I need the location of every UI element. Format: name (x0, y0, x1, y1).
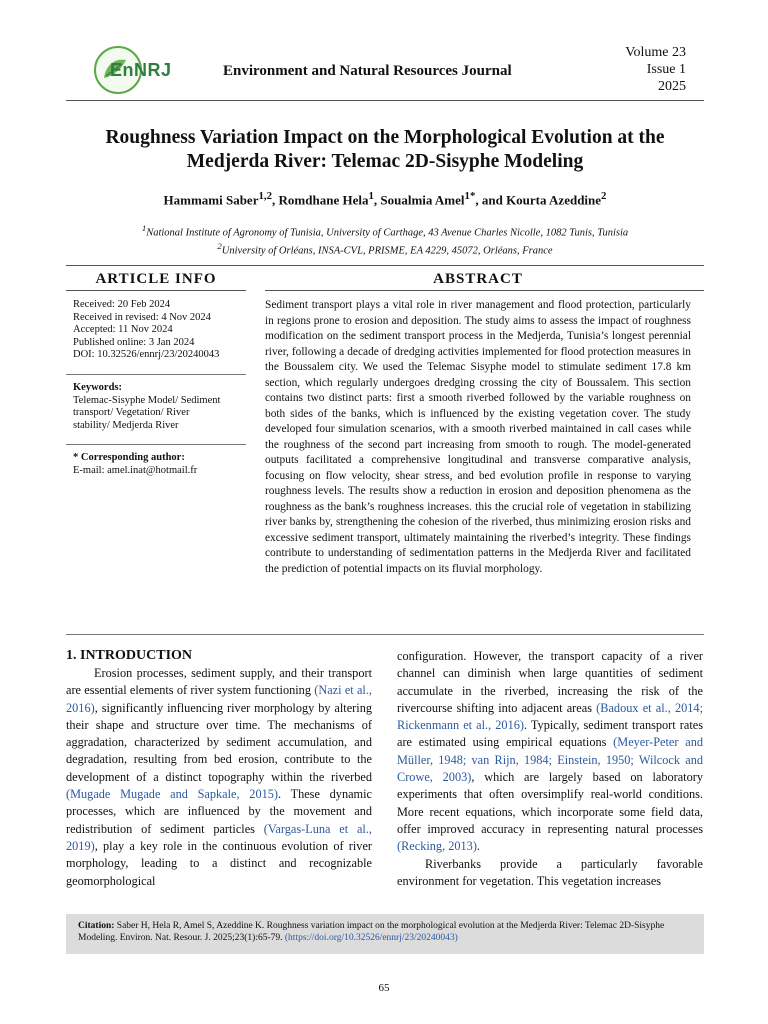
author-4: , and Kourta Azeddine (475, 192, 602, 208)
abstract-underline (265, 290, 704, 291)
affiliation-1-sup: 1 (141, 223, 147, 233)
affiliation-2-text: University of Orléans, INSA-CVL, PRISME, EA 4229, 45072, Orléans, France (221, 245, 553, 256)
issue: Issue 1 (646, 62, 686, 77)
volume: Volume 23 (625, 45, 686, 60)
affiliations (70, 222, 700, 257)
intro-text-5: configuration. However, the transport capacity of a river channel can diminish when large quantities of sediment accumulate in the riverbed, increasing the risk of the rivercourse shifting into adjacent areas (397, 649, 703, 715)
page-number: 65 (378, 982, 390, 994)
author-1-sup: 1,2 (258, 190, 273, 202)
citation-label: Citation: (78, 921, 115, 931)
intro-text-1: Erosion processes, sediment supply, and their transport are essential elements of river system functioning (66, 666, 372, 698)
introduction-heading: 1. INTRODUCTION (66, 648, 193, 663)
intro-paragraph-3: Riverbanks provide a particularly favorable environment for vegetation. This vegetation increases (397, 856, 703, 888)
affiliation-2 (70, 240, 700, 258)
year: 2025 (658, 79, 686, 94)
author-2: , Romdhane Hela (272, 192, 369, 208)
author-1: Hammami Saber (163, 192, 259, 208)
affiliation-1-text: National Institute of Agronomy of Tunisia, University of Carthage, 43 Avenue Charles Nicolle, 1082 Tunis, Tunisia (146, 227, 629, 239)
affiliation-2-sup: 2 (217, 240, 222, 251)
accepted-date: Accepted: 11 Nov 2024 (73, 324, 173, 335)
citation-link-badoux[interactable]: (Badoux et al., 2014; Rickenmann et al., 2016) (397, 700, 703, 733)
info-divider-2 (66, 444, 246, 445)
abstract-heading: ABSTRACT (433, 271, 523, 287)
intro-paragraph-1 (66, 665, 372, 890)
abstract-bottom-divider (66, 634, 704, 635)
section-top-divider (66, 265, 704, 266)
keywords-line-2: transport/ Vegetation/ River (73, 407, 190, 418)
header-divider (66, 100, 704, 101)
citation-link-nazi[interactable]: (Nazi et al., 2016) (66, 683, 372, 715)
article-info-underline (66, 290, 246, 291)
citation-link-meyer-peter[interactable]: (Meyer-Peter and Müller, 1948; van Rijn, 1984; Einstein, 1950; Wilcock and Crowe, 2003) (397, 735, 703, 785)
keywords-label: Keywords: (73, 382, 122, 393)
keywords-line-1: Telemac-Sisyphe Model/ Sediment (73, 394, 221, 406)
volume-issue-block (600, 44, 686, 95)
keywords-block (73, 382, 248, 432)
intro-right-column (397, 648, 703, 890)
intro-paragraph-2 (397, 648, 703, 856)
article-dates (73, 299, 248, 362)
authors (70, 190, 700, 208)
intro-text-6: . Typically, sediment transport rates are estimated using empirical equations (397, 718, 703, 750)
title-line-1: Roughness Variation Impact on the Morphological Evolution at the (105, 127, 665, 148)
citation-body: Saber H, Hela R, Amel S, Azeddine K. Roughness variation impact on the morphological evolution at the Medjerda River: Telemac 2D-Sisyphe Modeling. Environ. Nat. Resour. J. 2025;23(1):65-79. (78, 921, 665, 943)
citation-link-recking[interactable]: (Recking, 2013) (397, 839, 477, 854)
article-info-heading: ARTICLE INFO (95, 271, 217, 287)
corresponding-email[interactable]: E-mail: amel.inat@hotmail.fr (73, 464, 198, 476)
citation-link-mugade[interactable]: (Mugade Mugade and Sapkale, 2015) (66, 787, 278, 802)
citation-link-vargas[interactable]: (Vargas-Luna et al., 2019) (66, 821, 372, 853)
author-3-sup: 1* (464, 190, 476, 202)
keywords-line-3: stability/ Medjerda River (73, 419, 179, 431)
intro-text-4: , play a key role in the continuous evolution of river morphology, leading to a distinct and recognizable geomorphological (66, 838, 372, 888)
corresponding-label: * Corresponding author: (73, 452, 185, 463)
doi: DOI: 10.32526/ennrj/23/20240043 (73, 349, 220, 360)
intro-text-7: , which are largely based on laboratory experiments that often oversimplify real-world conditions. More recent equations, which incorporate some field data, offer improved accuracy in representing natural processes (397, 770, 703, 836)
title-line-2: Medjerda River: Telemac 2D-Sisyphe Modeling (186, 151, 584, 172)
doi-link[interactable]: (https://doi.org/10.32526/ennrj/23/20240043) (284, 933, 458, 943)
intro-left-column (66, 665, 372, 890)
published-date: Published online: 3 Jan 2024 (73, 336, 195, 348)
author-3: , Soualmia Amel (373, 192, 465, 208)
citation-text (78, 920, 698, 944)
corresponding-author-block (73, 452, 248, 477)
intro-text-2: , significantly influencing river morphology by altering their shape and structure over time. The mechanisms of aggradation, characterized by sediment accumulation, and degradation, resulting from bed erosion, contribute to the development of a distinct topography within the riverbed (66, 700, 372, 784)
author-4-sup: 2 (601, 190, 607, 202)
intro-text-8: . (476, 839, 480, 854)
journal-name: Environment and Natural Resources Journal (223, 63, 512, 79)
revised-date: Received in revised: 4 Nov 2024 (73, 311, 211, 323)
abstract-text: Sediment transport plays a vital role in river management and flood protection, particularly in regions prone to erosion and deposition. The study aims to assess the impact of roughness modification on the sediment transport process in the Medjerda, Tunisia’s longest perennial river, following a decade of dredging activities implemented for flood protection measures in the Boussalem city. We used the Telemac Sisyphe model to stimulate sediment 17.8 km section, which regularly undergoes dredging crossing the city of Boussalem. This section contains two distinct parts: first a smooth riverbed followed by the variable roughness on both sides of the banks, which is influenced by the existing vegetation cover. The study developed four simulation scenarios, with a smooth riverbed maintained in call cases while the roughness of the second part increasing from smooth to rough. The model-generated outputs facilitated a comprehensive longitudinal and transverse comparative analysis, focusing on flow velocity, shear stress, and bed evolution profile in response to varying roughness levels. The results show a reduction in erosion and deposition phenomena as the roughness as the bank’s roughness increases. this the crucial role of vegetation in stabilizing river banks by, strengthening the cohesion of the riverbed, thus minimizing erosion risks and excessive sediment transport, ultimately maintaining the riverbed’s integrity. These findings contribute to understanding of sedimentation patterns in the Medjerda River and facilitated the prediction of potential impacts on its fluvial morphology. (265, 299, 691, 575)
logo-text: EnNRJ (110, 60, 172, 80)
intro-text-3: . These dynamic processes, which are influenced by the movement and redistribution of sediment particles (66, 787, 372, 836)
received-date: Received: 20 Feb 2024 (73, 299, 171, 310)
affiliation-1 (70, 222, 700, 240)
paper-title (70, 126, 700, 174)
author-2-sup: 1 (368, 190, 374, 202)
info-divider-1 (66, 374, 246, 375)
